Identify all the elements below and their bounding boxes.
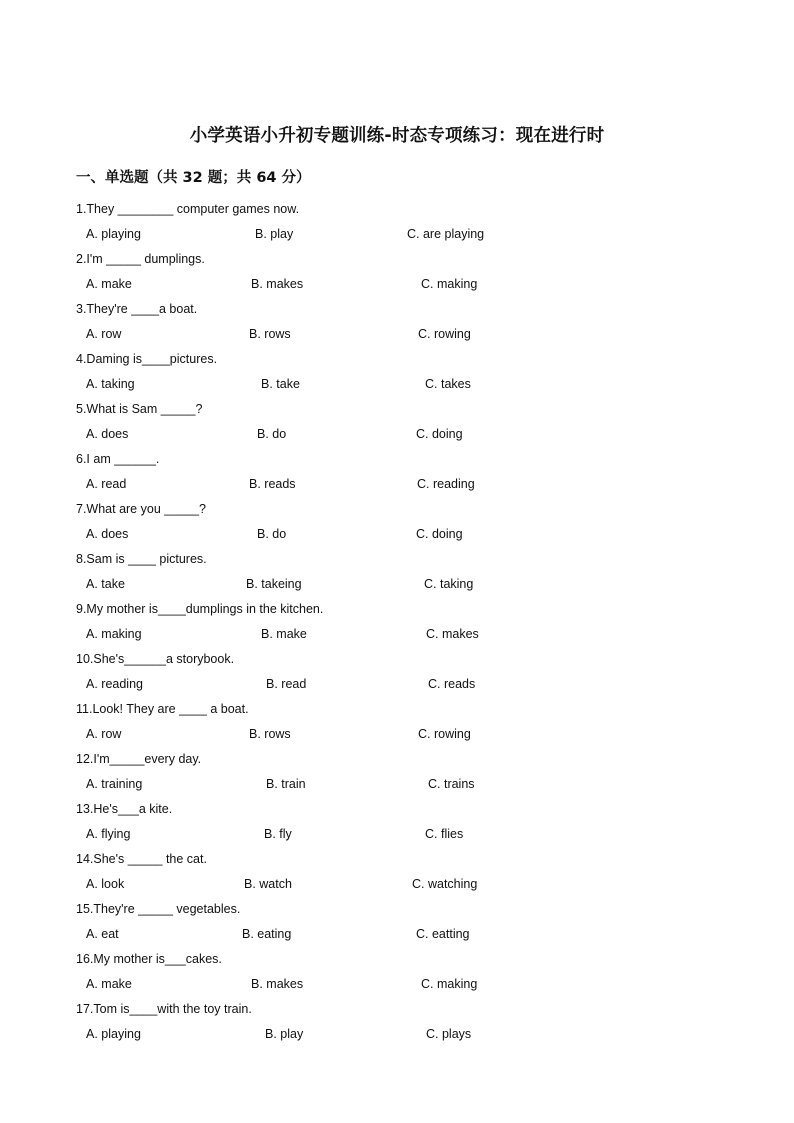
- question-item: [0, 750, 794, 800]
- question-item: [0, 350, 794, 400]
- option-c: C. doing: [416, 427, 463, 441]
- question-stem: 11.Look! They are ____ a boat.: [76, 702, 249, 716]
- question-stem: 3.They're ____a boat.: [76, 302, 198, 316]
- option-a: A. making: [86, 627, 142, 641]
- question-stem: 7.What are you _____?: [76, 502, 206, 516]
- option-b: B. do: [257, 427, 287, 441]
- option-c: C. reading: [417, 477, 475, 491]
- option-a: A. taking: [86, 377, 135, 391]
- option-a: A. does: [86, 427, 129, 441]
- question-stem: 13.He's___a kite.: [76, 802, 173, 816]
- question-stem: 16.My mother is___cakes.: [76, 952, 222, 966]
- question-stem: 8.Sam is ____ pictures.: [76, 552, 207, 566]
- option-c: C. making: [421, 977, 478, 991]
- question-item: [0, 300, 794, 350]
- option-c: C. are playing: [407, 227, 485, 241]
- question-item: [0, 250, 794, 300]
- question-stem: 14.She's _____ the cat.: [76, 852, 207, 866]
- option-b: B. do: [257, 527, 287, 541]
- question-stem: 1.They ________ computer games now.: [76, 202, 300, 216]
- option-a: A. reading: [86, 677, 143, 691]
- option-b: B. makes: [251, 977, 304, 991]
- option-c: C. trains: [428, 777, 475, 791]
- question-stem: 4.Daming is____pictures.: [76, 352, 218, 366]
- option-c: C. eatting: [416, 927, 470, 941]
- option-b: B. reads: [249, 477, 296, 491]
- question-item: [0, 700, 794, 750]
- question-stem: 10.She's______a storybook.: [76, 652, 235, 666]
- option-a: A. playing: [86, 1027, 141, 1041]
- section-heading: 一、单选题（共 32 题；共 64 分）: [76, 170, 311, 186]
- option-b: B. eating: [242, 927, 292, 941]
- option-c: C. watching: [412, 877, 478, 891]
- option-a: A. make: [86, 277, 132, 291]
- option-c: C. rowing: [418, 727, 471, 741]
- question-item: [0, 450, 794, 500]
- option-c: C. flies: [425, 827, 464, 841]
- option-a: A. does: [86, 527, 129, 541]
- option-a: A. look: [86, 877, 125, 891]
- option-b: B. rows: [249, 327, 291, 341]
- question-stem: 12.I'm_____every day.: [76, 752, 202, 766]
- option-c: C. taking: [424, 577, 474, 591]
- question-item: [0, 1000, 794, 1050]
- option-c: C. making: [421, 277, 478, 291]
- option-c: C. rowing: [418, 327, 471, 341]
- question-stem: 6.I am ______.: [76, 452, 160, 466]
- option-b: B. train: [266, 777, 306, 791]
- question-list: [0, 200, 794, 1050]
- option-c: C. doing: [416, 527, 463, 541]
- option-a: A. row: [86, 327, 122, 341]
- question-item: [0, 850, 794, 900]
- question-item: [0, 500, 794, 550]
- question-item: [0, 950, 794, 1000]
- question-stem: 5.What is Sam _____?: [76, 402, 203, 416]
- option-b: B. read: [266, 677, 307, 691]
- option-c: C. makes: [426, 627, 479, 641]
- option-a: A. row: [86, 727, 122, 741]
- option-b: B. takeing: [246, 577, 302, 591]
- option-b: B. makes: [251, 277, 304, 291]
- option-b: B. rows: [249, 727, 291, 741]
- question-item: [0, 900, 794, 950]
- option-b: B. watch: [244, 877, 292, 891]
- option-a: A. flying: [86, 827, 131, 841]
- question-item: [0, 550, 794, 600]
- document-title: 小学英语小升初专题训练-时态专项练习：现在进行时: [189, 126, 605, 146]
- option-c: C. reads: [428, 677, 476, 691]
- question-stem: 9.My mother is____dumplings in the kitchen.: [76, 602, 324, 616]
- option-b: B. play: [255, 227, 294, 241]
- option-b: B. play: [265, 1027, 304, 1041]
- option-c: C. plays: [426, 1027, 472, 1041]
- question-stem: 15.They're _____ vegetables.: [76, 902, 241, 916]
- question-stem: 2.I'm _____ dumplings.: [76, 252, 205, 266]
- question-item: [0, 400, 794, 450]
- question-item: [0, 200, 794, 250]
- option-b: B. make: [261, 627, 307, 641]
- option-a: A. take: [86, 577, 125, 591]
- option-b: B. take: [261, 377, 300, 391]
- option-c: C. takes: [425, 377, 471, 391]
- option-a: A. training: [86, 777, 143, 791]
- question-stem: 17.Tom is____with the toy train.: [76, 1002, 252, 1016]
- option-b: B. fly: [264, 827, 292, 841]
- option-a: A. eat: [86, 927, 119, 941]
- question-item: [0, 800, 794, 850]
- option-a: A. playing: [86, 227, 141, 241]
- option-a: A. read: [86, 477, 127, 491]
- option-a: A. make: [86, 977, 132, 991]
- question-item: [0, 650, 794, 700]
- question-item: [0, 600, 794, 650]
